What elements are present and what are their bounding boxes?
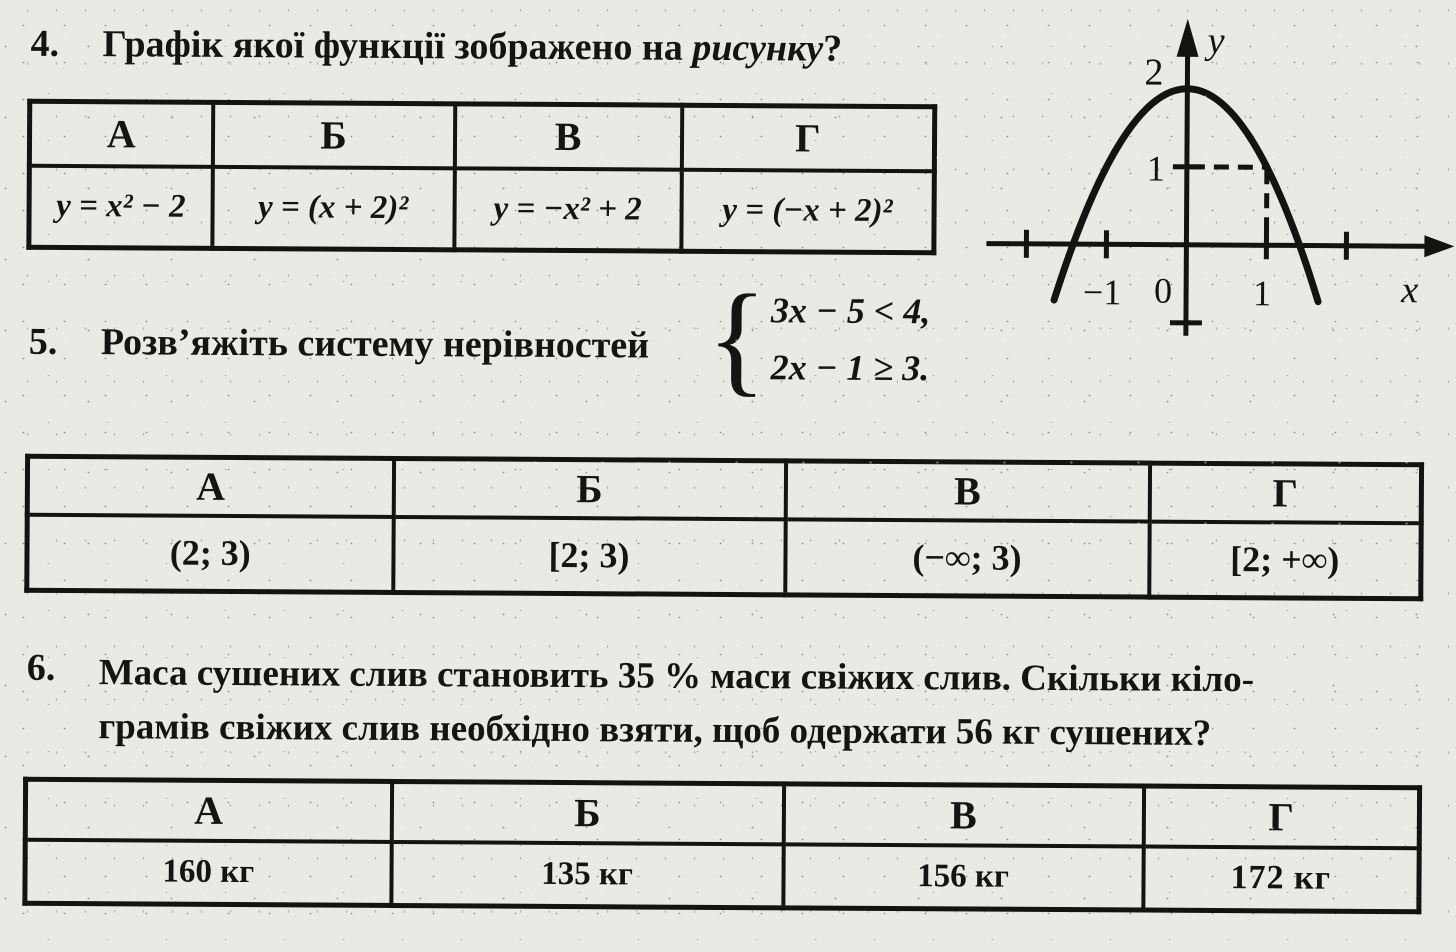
q6-text-line1: Маса сушених слив становить 35 % маси свіжих слив. Скільки кіло-	[99, 646, 1255, 707]
x-axis-arrow-icon	[1424, 235, 1454, 257]
q4-text-prefix: Графік якої функції зображено на	[102, 23, 692, 69]
q6-answer-table	[22, 777, 1422, 915]
q4-option-b-value: y = (x + 2)²	[212, 166, 454, 249]
q4-option-v-value: y = −x² + 2	[454, 168, 681, 251]
q5-option-b-value: [2; 3)	[393, 516, 785, 594]
q4-option-g-value: y = (−x + 2)²	[681, 169, 934, 253]
q4-option-b-header: Б	[212, 102, 454, 167]
q6-question-text	[98, 646, 1254, 761]
system-line-2: 2x − 1 ≥ 3.	[770, 339, 930, 397]
q6-number: 6.	[27, 646, 56, 690]
q5-option-v-value: (−∞; 3)	[785, 519, 1149, 597]
q6-option-b-header: Б	[391, 781, 783, 843]
y-axis-tick-label-2: 2	[1144, 52, 1163, 94]
q5-option-a-header: А	[27, 456, 393, 516]
q5-option-a-value: (2; 3)	[27, 514, 393, 592]
x-axis	[986, 244, 1428, 247]
q4-text-italic: рисунку	[692, 27, 823, 70]
q6-option-a-value: 160 кг	[25, 839, 391, 905]
q5-option-g-value: [2; +∞)	[1149, 521, 1421, 599]
q6-text-line2: грамів свіжих слив необхідно взяти, щоб одержати 56 кг сушених?	[98, 700, 1254, 761]
q5-question-text: Розв’яжіть систему нерівностей	[101, 320, 650, 367]
q6-option-g-value: 172 кг	[1143, 846, 1419, 912]
q4-option-a-value: y = x² − 2	[29, 165, 212, 248]
x-axis-tick-label-minus1: −1	[1083, 272, 1122, 312]
y-axis-arrow-icon	[1177, 19, 1199, 57]
x-axis-tick-label-0: 0	[1154, 271, 1172, 311]
q5-option-v-header: В	[785, 461, 1149, 521]
x-axis-label: x	[1400, 269, 1418, 311]
q6-option-v-header: В	[783, 784, 1143, 846]
q6-option-b-value: 135 кг	[391, 841, 783, 907]
x-axis-tick-label-1: 1	[1253, 273, 1271, 313]
q5-answer-table	[24, 454, 1424, 602]
y-axis	[1186, 29, 1188, 336]
q4-question-text	[102, 22, 842, 71]
system-brace: {	[706, 283, 767, 396]
q4-answer-table	[26, 99, 937, 256]
system-line-1: 3x − 5 < 4,	[771, 282, 931, 340]
q4-option-g-header: Г	[681, 105, 934, 171]
q6-option-g-header: Г	[1143, 786, 1419, 848]
q4-text-suffix: ?	[823, 28, 842, 70]
q4-number: 4.	[30, 22, 59, 66]
q4-parabola-figure	[976, 4, 1456, 340]
y-axis-label: y	[1204, 20, 1225, 62]
q5-inequality-system	[706, 282, 930, 397]
y-axis-tick-label-1: 1	[1147, 149, 1165, 189]
q4-option-a-header: А	[29, 101, 212, 166]
q4-option-v-header: В	[454, 104, 681, 169]
q6-option-a-header: А	[25, 779, 391, 841]
q5-number: 5.	[29, 320, 58, 364]
q5-option-b-header: Б	[393, 458, 785, 518]
q6-option-v-value: 156 кг	[783, 844, 1143, 910]
q5-option-g-header: Г	[1149, 463, 1421, 523]
